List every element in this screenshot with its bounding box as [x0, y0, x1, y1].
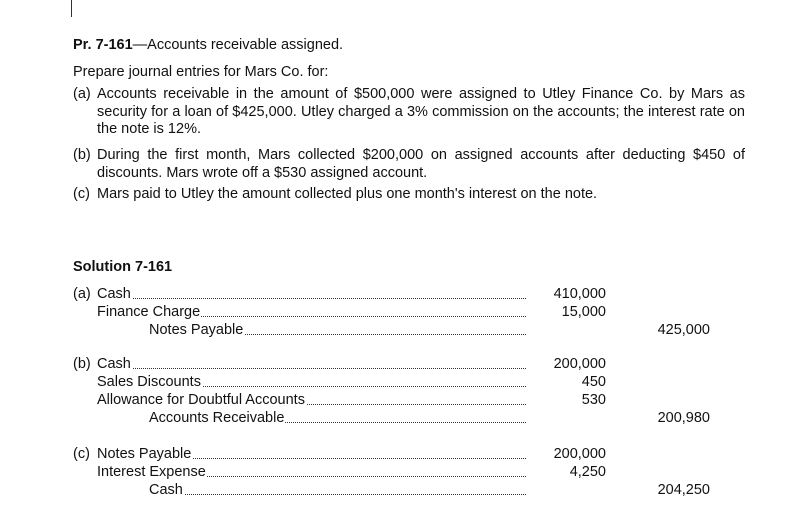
credit-amount: 204,250: [657, 482, 710, 498]
debit-amount: 200,000: [553, 356, 606, 372]
problem-number: Pr. 7-161: [73, 37, 133, 53]
problem-intro: Prepare journal entries for Mars Co. for:: [73, 64, 329, 80]
entry-label: (b): [73, 356, 91, 372]
journal-line: [73, 321, 723, 339]
debit-amount: 4,250: [569, 464, 606, 480]
account-name: Finance Charge: [97, 304, 201, 320]
solution-title: Solution 7-161: [73, 259, 173, 275]
dot-leader: [97, 351, 526, 369]
account-name: Sales Discounts: [97, 374, 201, 390]
journal-line: [73, 409, 723, 427]
part-text: Accounts receivable in the amount of $500,000 were assigned to Utley Finance Co. by Mars as security for a loan of $425,000. Utley charged a 3% commission on the accounts; the interest rate on the note is 12%.: [97, 86, 745, 137]
entry-label: (c): [73, 446, 90, 462]
dot-leader: [97, 281, 526, 299]
account-name: Cash: [149, 482, 183, 498]
problem-part-b: [73, 147, 745, 182]
part-label: (b): [73, 147, 91, 163]
debit-amount: 200,000: [553, 446, 606, 462]
debit-amount: 450: [581, 374, 606, 390]
part-label: (a): [73, 86, 91, 102]
problem-part-c: [73, 186, 745, 204]
debit-amount: 15,000: [561, 304, 606, 320]
account-name: Cash: [97, 286, 131, 302]
part-text: Mars paid to Utley the amount collected plus one month's interest on the note.: [97, 186, 598, 202]
problem-part-a: [73, 86, 745, 139]
credit-amount: 425,000: [657, 322, 710, 338]
dot-leader: [149, 477, 526, 495]
account-name: Notes Payable: [97, 446, 192, 462]
journal-line: [73, 481, 723, 499]
account-name: Cash: [97, 356, 131, 372]
entry-label: (a): [73, 286, 91, 302]
problem-title: [73, 37, 343, 53]
problem-title-text: —Accounts receivable assigned.: [132, 37, 344, 53]
account-name: Interest Expense: [97, 464, 206, 480]
account-name: Allowance for Doubtful Accounts: [97, 392, 305, 408]
part-label: (c): [73, 186, 90, 202]
account-name: Notes Payable: [149, 322, 244, 338]
part-text: During the first month, Mars collected $200,000 on assigned accounts after deducting $450 of discounts. Mars wrote off a $530 assigned account.: [97, 147, 745, 181]
text-cursor: [71, 0, 72, 17]
debit-amount: 410,000: [553, 286, 606, 302]
credit-amount: 200,980: [657, 410, 710, 426]
account-name: Accounts Receivable: [149, 410, 285, 426]
debit-amount: 530: [581, 392, 606, 408]
